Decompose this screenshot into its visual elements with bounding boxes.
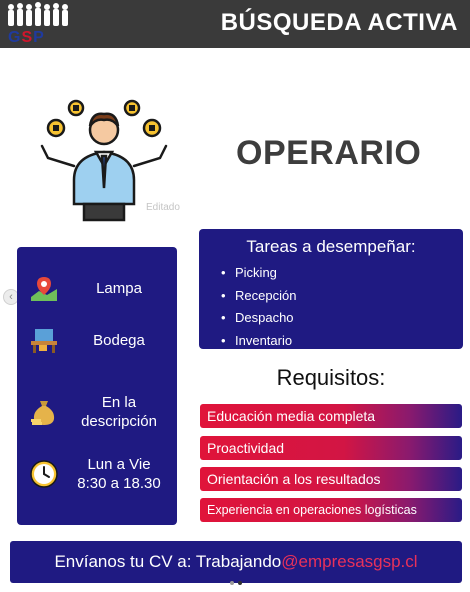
detail-schedule — [17, 451, 177, 499]
carousel-dot-active[interactable] — [238, 581, 242, 585]
detail-schedule-text — [61, 455, 177, 493]
detail-salary — [17, 389, 177, 437]
detail-salary-text — [61, 393, 177, 431]
cv-contact-prefix: Envíanos tu CV a: Trabajando — [54, 552, 282, 571]
tasks-title: Tareas a desempeñar: — [246, 237, 416, 256]
logo-wordmark: GSP — [8, 29, 45, 46]
cv-contact-text — [10, 552, 462, 572]
map-pin-icon — [29, 273, 59, 303]
tasks-list — [221, 262, 296, 352]
requirement-item: Orientación a los resultados — [200, 467, 462, 491]
requirement-item: Proactividad — [200, 436, 462, 460]
gsp-logo — [4, 2, 74, 46]
header-bar — [0, 0, 470, 48]
detail-location-text: Lampa — [96, 280, 142, 297]
cv-contact-email-link[interactable]: @empresasgsp.cl — [281, 552, 418, 571]
people-silhouette-icon — [6, 2, 70, 30]
task-item: • Inventario — [221, 330, 296, 353]
carousel-dot[interactable] — [230, 581, 234, 585]
task-item: • Recepción — [221, 285, 296, 308]
money-bag-icon — [29, 397, 59, 427]
job-title: OPERARIO — [236, 134, 422, 172]
tasks-panel — [199, 229, 463, 349]
job-details-panel — [17, 247, 177, 525]
task-item: • Despacho — [221, 307, 296, 330]
detail-area — [17, 321, 177, 361]
requirement-item: Experiencia en operaciones logísticas — [200, 498, 462, 522]
task-item: • Picking — [221, 262, 296, 285]
requirement-item: Educación media completa — [200, 404, 462, 428]
header-title: BÚSQUEDA ACTIVA — [220, 9, 458, 36]
carousel-prev-button[interactable]: ‹ — [3, 289, 19, 305]
edited-label: Editado — [146, 202, 180, 213]
warehouse-desk-icon — [29, 325, 59, 355]
cv-contact-banner — [10, 541, 462, 583]
detail-salary-line1: En la — [101, 394, 137, 411]
detail-location — [17, 269, 177, 309]
requirements-title: Requisitos: — [276, 365, 386, 390]
detail-salary-line2: descripción — [81, 413, 157, 430]
detail-area-text: Bodega — [93, 332, 145, 349]
carousel-dots — [227, 580, 247, 588]
detail-schedule-line1: Lun a Vie — [87, 456, 151, 473]
detail-schedule-line2: 8:30 a 18.30 — [77, 475, 161, 492]
clock-icon — [29, 459, 59, 489]
